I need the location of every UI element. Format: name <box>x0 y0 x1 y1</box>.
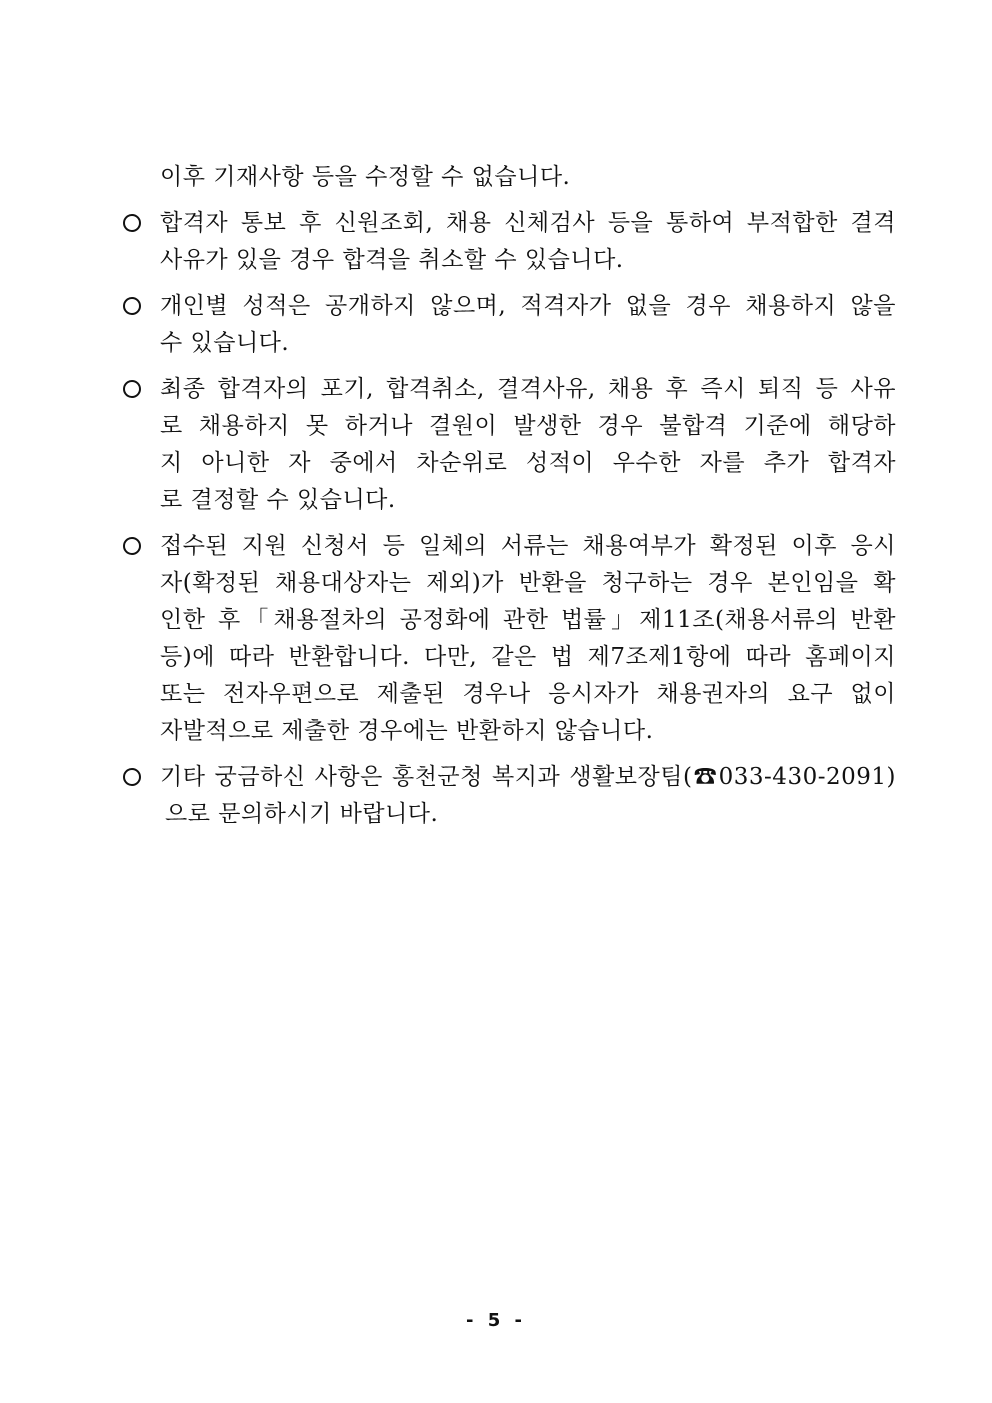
continuation-text: 이후 기재사항 등을 수정할 수 없습니다. <box>160 164 571 190</box>
item-4-line-2: 자(확정된 채용대상자는 제외)가 반환을 청구하는 경우 본인임을 확 <box>160 570 896 596</box>
circle-bullet-icon <box>123 214 141 232</box>
item-4-line-6: 자발적으로 제출한 경우에는 반환하지 않습니다. <box>160 718 654 744</box>
circle-bullet-icon <box>123 537 141 555</box>
item-5-line-2: 으로 문의하시기 바랍니다. <box>165 801 439 827</box>
item-1-line-1: 합격자 통보 후 신원조회, 채용 신체검사 등을 통하여 부적합한 결격 <box>160 210 896 236</box>
item-3-line-4: 로 결정할 수 있습니다. <box>160 487 396 513</box>
item-2-line-1: 개인별 성적은 공개하지 않으며, 적격자가 없을 경우 채용하지 않을 <box>160 293 896 319</box>
circle-bullet-icon <box>123 297 141 315</box>
item-4-line-4: 등)에 따라 반환합니다. 다만, 같은 법 제7조제1항에 따라 홈페이지 <box>160 644 896 670</box>
item-3-line-2: 로 채용하지 못 하거나 결원이 발생한 경우 불합격 기준에 해당하 <box>160 413 896 439</box>
item-4-line-3: 인한 후「채용절차의 공정화에 관한 법률」제11조(채용서류의 반환 <box>160 607 896 633</box>
item-3-line-1: 최종 합격자의 포기, 합격취소, 결격사유, 채용 후 즉시 퇴직 등 사유 <box>160 376 896 402</box>
item-2-line-2: 수 있습니다. <box>160 330 290 356</box>
item-5-line-1: 기타 궁금하신 사항은 홍천군청 복지과 생활보장팀(☎033-430-2091) <box>160 764 896 790</box>
page-number: - 5 - <box>466 1310 526 1331</box>
circle-bullet-icon <box>123 380 141 398</box>
item-3-line-3: 지 아니한 자 중에서 차순위로 성적이 우수한 자를 추가 합격자 <box>160 450 896 476</box>
item-4-line-1: 접수된 지원 신청서 등 일체의 서류는 채용여부가 확정된 이후 응시 <box>160 533 896 559</box>
item-1-line-2: 사유가 있을 경우 합격을 취소할 수 있습니다. <box>160 247 624 273</box>
item-4-line-5: 또는 전자우편으로 제출된 경우나 응시자가 채용권자의 요구 없이 <box>160 681 896 707</box>
circle-bullet-icon <box>123 768 141 786</box>
